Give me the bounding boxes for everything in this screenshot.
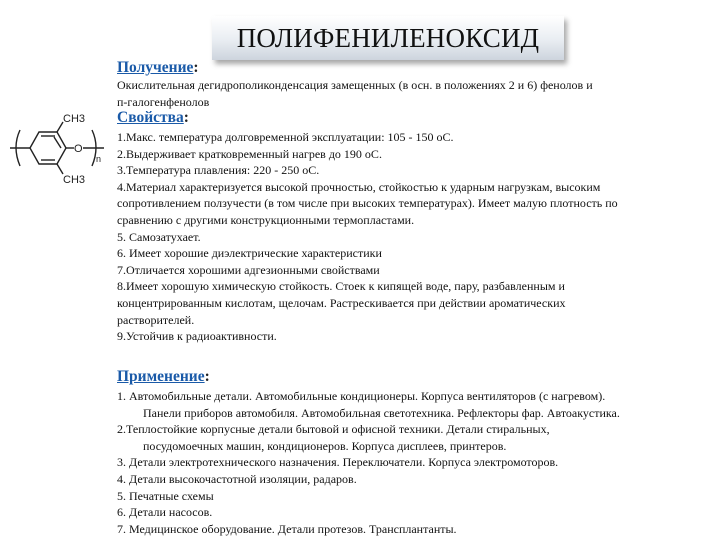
properties-line: 9.Устойчив к радиоактивности. [117, 329, 277, 344]
applications-line: посудомоечных машин, кондиционеров. Корпуса дисплеев, принтеров. [143, 438, 507, 453]
applications-line: 2.Теплостойкие корпусные детали бытовой и офисной техники. Детали стиральных, [117, 422, 550, 437]
applications-line: 5. Печатные схемы [117, 488, 214, 503]
structural-formula [6, 106, 114, 188]
properties-line: сравнению с другими конструкционными термопластами. [117, 212, 415, 227]
applications-line: 4. Детали высокочастотной изоляции, радаров. [117, 471, 357, 486]
applications-line: Панели приборов автомобиля. Автомобильная светотехника. Рефлекторы фар. Автоакустика. [143, 405, 620, 420]
production-heading: Получение: [117, 59, 199, 76]
properties-line: сопротивлением ползучести (в том числе при высоких температурах). Имеет малую плотность по [117, 196, 618, 211]
production-line: Окислительная дегидрополиконденсация замещенных (в осн. в положениях 2 и 6) фенолов и [117, 78, 593, 92]
properties-line: 6. Имеет хорошие диэлектрические характеристики [117, 246, 382, 261]
methyl-top-label: CH3 [63, 113, 86, 125]
repeat-n-label: n [96, 154, 102, 164]
properties-line: 7.Отличается хорошими адгезионными свойствами [117, 262, 380, 277]
applications-text [117, 388, 620, 537]
properties-line: 2.Выдерживает кратковременный нагрев до 190 оС. [117, 146, 382, 161]
applications-line: 6. Детали насосов. [117, 505, 213, 520]
properties-heading: Свойства: [117, 109, 189, 126]
oxygen-label: O [74, 143, 83, 155]
properties-line: растворителей. [117, 312, 195, 327]
applications-line: 1. Автомобильные детали. Автомобильные кондиционеры. Корпуса вентиляторов (с нагревом). [117, 389, 606, 403]
properties-line: 1.Макс. температура долговременной эксплуатации: 105 - 150 оС. [117, 130, 454, 144]
properties-line: 4.Материал характеризуется высокой прочностью, стойкостью к ударным нагрузкам, высоким [117, 179, 601, 194]
page-title: ПОЛИФЕНИЛЕНОКСИД [212, 16, 564, 60]
methyl-bottom-label: CH3 [63, 174, 86, 186]
properties-line: 8.Имеет хорошую химическую стойкость. Стоек к кипящей воде, пару, разбавленным и [117, 279, 565, 294]
properties-line: 3.Температура плавления: 220 - 250 оС. [117, 163, 320, 178]
properties-line: 5. Самозатухает. [117, 229, 201, 244]
properties-line: концентрированным кислотам, щелочам. Растрескивается при действии ароматических [117, 295, 566, 310]
properties-text [117, 129, 618, 345]
production-text [117, 77, 593, 110]
production-line: п-галогенфенолов [117, 94, 210, 109]
applications-heading: Применение: [117, 368, 210, 385]
applications-line: 7. Медицинское оборудование. Детали протезов. Трансплантанты. [117, 521, 457, 536]
applications-line: 3. Детали электротехнического назначения. Переключатели. Корпуса электромоторов. [117, 455, 559, 470]
